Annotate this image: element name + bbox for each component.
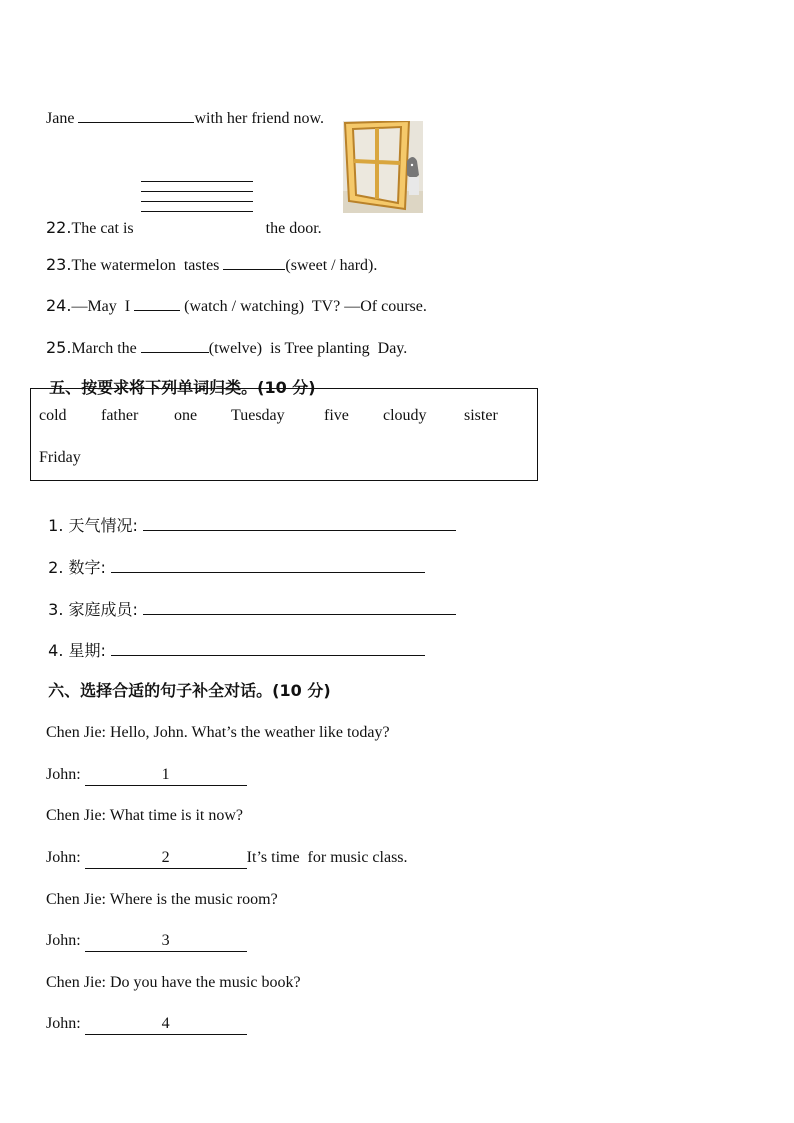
- dialogue-line: [38, 953, 301, 993]
- category-label: 数字:: [68, 558, 106, 577]
- question-text: the door.: [265, 220, 322, 237]
- category-number: 1.: [48, 516, 64, 535]
- speaker: Chen Jie:: [46, 974, 106, 991]
- question-text: —May I: [71, 298, 135, 315]
- section-score: (10 分): [257, 378, 316, 397]
- question-text: Jane: [46, 110, 79, 127]
- answer-blank[interactable]: [143, 515, 456, 531]
- answer-blank[interactable]: [85, 931, 247, 952]
- category-number-words: [38, 537, 425, 578]
- answer-blank[interactable]: [111, 557, 425, 573]
- category-number: 3.: [48, 600, 64, 619]
- dialogue-text: Where is the music room?: [109, 891, 278, 908]
- category-label: 家庭成员:: [68, 600, 138, 619]
- question-text: (watch / watching) TV? —Of course.: [180, 298, 427, 315]
- question-number: 22.: [46, 218, 72, 237]
- answer-blank[interactable]: [111, 640, 425, 656]
- answer-blank[interactable]: [85, 765, 247, 786]
- answer-blank[interactable]: [85, 848, 247, 869]
- question-number: 24.: [46, 296, 72, 315]
- question-text: The cat is: [71, 220, 138, 237]
- word-item: father: [101, 407, 139, 424]
- dialogue-text: Do you have the music book?: [110, 974, 301, 991]
- speaker: Chen Jie:: [46, 891, 106, 908]
- category-family: [38, 579, 456, 620]
- section-title: 五、按要求将下列单词归类。: [49, 378, 258, 397]
- word-item: cold: [39, 407, 67, 424]
- question-text: (twelve) is Tree planting Day.: [208, 340, 408, 357]
- category-weather: [38, 495, 456, 536]
- question-number: 25.: [46, 338, 72, 357]
- speaker: John:: [46, 849, 81, 866]
- dialogue-text: What time is it now?: [109, 807, 244, 824]
- speaker: Chen Jie:: [46, 807, 106, 824]
- word-item: Tuesday: [231, 407, 285, 424]
- blank-number: 3: [161, 932, 170, 949]
- speaker: Chen Jie:: [46, 724, 106, 741]
- dialogue-text: It’s time for music class.: [246, 849, 408, 866]
- speaker: John:: [46, 766, 81, 783]
- word-item: Friday: [39, 449, 81, 466]
- answer-blank[interactable]: [134, 295, 180, 311]
- speaker: John:: [46, 932, 81, 949]
- section-title: 六、选择合适的句子补全对话。(10 分): [48, 681, 331, 700]
- dialogue-line: [38, 745, 247, 786]
- speaker: John:: [46, 1015, 81, 1032]
- dialogue-line: [38, 911, 247, 952]
- question-text: March the: [71, 340, 141, 357]
- blank-number: 1: [161, 766, 170, 783]
- answer-blank[interactable]: [78, 107, 194, 123]
- answer-blank[interactable]: [141, 337, 209, 353]
- answer-blank[interactable]: [85, 1014, 247, 1035]
- category-number: 4.: [48, 641, 64, 660]
- word-item: sister: [464, 407, 498, 424]
- question-23: [38, 234, 377, 276]
- question-text: (sweet / hard).: [285, 257, 378, 274]
- question-24: [38, 275, 427, 317]
- blank-number: 2: [161, 849, 170, 866]
- word-item: one: [174, 407, 198, 424]
- window-cat-image: [343, 121, 423, 213]
- answer-blank[interactable]: [223, 254, 285, 270]
- question-text: with her friend now.: [194, 110, 325, 127]
- category-number: 2.: [48, 558, 64, 577]
- question-number: 23.: [46, 255, 72, 274]
- word-box: [30, 388, 538, 481]
- category-weekdays: [38, 620, 425, 661]
- dialogue-line: [38, 870, 278, 910]
- dialogue-line: [38, 994, 247, 1035]
- question-jane: [38, 87, 324, 129]
- question-22: [38, 198, 322, 239]
- dialogue-line: [38, 828, 408, 869]
- blank-number: 4: [161, 1015, 170, 1032]
- category-label: 星期:: [68, 641, 106, 660]
- answer-blank[interactable]: [143, 599, 456, 615]
- section-6-heading: [38, 661, 331, 701]
- word-item: cloudy: [383, 407, 427, 424]
- dialogue-line: [38, 786, 243, 826]
- dialogue-line: [38, 703, 390, 743]
- category-label: 天气情况:: [68, 516, 138, 535]
- question-text: The watermelon tastes: [71, 257, 224, 274]
- word-item: five: [324, 407, 349, 424]
- question-25: [38, 317, 407, 359]
- dialogue-text: Hello, John. What’s the weather like today?: [110, 724, 390, 741]
